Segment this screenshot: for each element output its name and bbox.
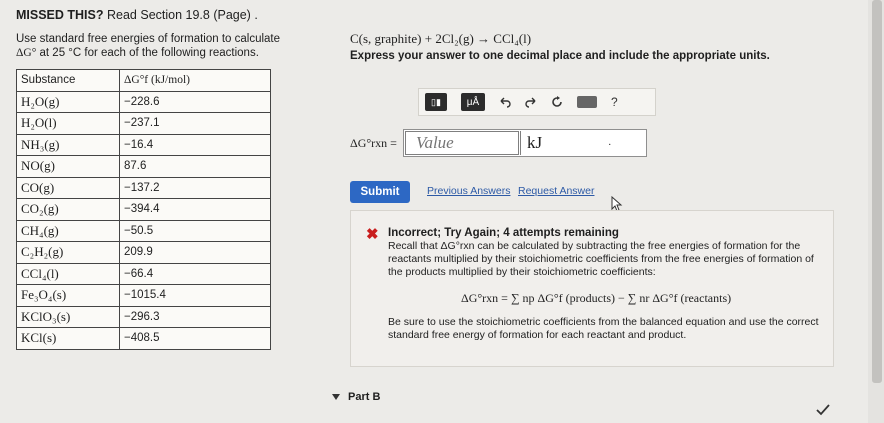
value-cell: −137.2 (120, 177, 271, 199)
feedback-formula: ΔG°rxn = ∑ np ΔG°f (products) − ∑ nr ΔG°f (reactants) (461, 291, 732, 305)
help-icon[interactable]: ? (611, 95, 618, 109)
value-cell: −50.5 (120, 220, 271, 242)
keyboard-icon[interactable] (577, 96, 597, 108)
answer-row (350, 128, 647, 158)
substance-cell: NO(g) (17, 156, 120, 178)
table-row (17, 220, 271, 242)
caret-down-icon (332, 391, 340, 403)
substance-cell: CO(g) (17, 177, 120, 199)
scrollbar-thumb[interactable] (872, 0, 882, 383)
substance-cell: Fe₃O₄(s) (17, 285, 120, 307)
check-icon (816, 403, 830, 421)
table-row (17, 328, 271, 350)
delta-g-symbol: ΔG° (16, 47, 37, 59)
substance-cell: CCl₄(l) (17, 263, 120, 285)
substance-cell: C₂H₂(g) (17, 242, 120, 264)
math-toolbar (418, 88, 656, 116)
table-row (17, 156, 271, 178)
table-row (17, 134, 271, 156)
value-cell: −66.4 (120, 263, 271, 285)
part-b-toggle[interactable] (332, 391, 380, 403)
value-cell: −1015.4 (120, 285, 271, 307)
header-substance: Substance (17, 70, 120, 92)
reaction-equation: C(s, graphite) + 2Cl₂(g) → CCl₄(l) (350, 31, 532, 46)
units-dot: . (608, 137, 611, 148)
feedback-note: Be sure to use the stoichiometric coefficients from the balanced equation and use the correct standard free energy of formation for each reactant and product. (388, 316, 819, 341)
units-value: kJ (526, 133, 543, 152)
value-cell: −296.3 (120, 306, 271, 328)
free-energy-table (16, 69, 271, 350)
value-cell: −16.4 (120, 134, 271, 156)
value-cell: −408.5 (120, 328, 271, 350)
undo-icon[interactable] (499, 96, 511, 108)
feedback-panel (350, 210, 834, 367)
banner (16, 8, 258, 22)
answer-label: ΔG°rxn = (350, 135, 397, 150)
table-row (17, 177, 271, 199)
table-row (17, 199, 271, 221)
units-input[interactable] (520, 131, 645, 155)
answer-box (403, 129, 647, 157)
substance-cell: CO₂(g) (17, 199, 120, 221)
instructions: Express your answer to one decimal place and include the appropriate units. (350, 50, 770, 62)
table-row (17, 306, 271, 328)
reset-icon[interactable] (551, 96, 563, 108)
value-input[interactable] (405, 131, 519, 155)
substance-cell: KCl(s) (17, 328, 120, 350)
substance-cell: CH₄(g) (17, 220, 120, 242)
submit-button[interactable]: Submit (350, 181, 410, 203)
part-b-label: Part B (348, 391, 381, 403)
header-value: ΔG°f (kJ/mol) (120, 70, 271, 92)
table-row (17, 113, 271, 135)
feedback-body: Recall that ΔG°rxn can be calculated by subtracting the free energies of formation for the reactants multiplied by their stoichiometric coefficients from the free energies of formation of the products multiplied by their stoichiometric coefficients: (388, 240, 814, 278)
table-row (17, 285, 271, 307)
substance-cell: KClO₃(s) (17, 306, 120, 328)
missed-label: MISSED THIS? (16, 8, 104, 22)
value-cell: 87.6 (120, 156, 271, 178)
feedback-title: Incorrect; Try Again; 4 attempts remaining (388, 227, 619, 239)
problem-intro (16, 32, 316, 60)
redo-icon[interactable] (525, 96, 537, 108)
substance-cell: H₂O(l) (17, 113, 120, 135)
substance-cell: H₂O(g) (17, 91, 120, 113)
substance-cell: NH₃(g) (17, 134, 120, 156)
value-cell: −228.6 (120, 91, 271, 113)
intro-line-2: at 25 °C for each of the following reactions. (39, 47, 259, 59)
templates-button[interactable]: ▯▮ (425, 93, 447, 111)
read-section-link[interactable]: Read Section 19.8 (Page) . (107, 8, 258, 22)
request-answer-link[interactable]: Request Answer (518, 185, 595, 197)
table-body (17, 91, 271, 349)
value-cell: −394.4 (120, 199, 271, 221)
table-row (17, 242, 271, 264)
intro-line-1: Use standard free energies of formation to calculate (16, 33, 281, 45)
table-row (17, 263, 271, 285)
incorrect-x-icon: ✖ (366, 226, 379, 243)
units-symbol-button[interactable]: μÅ (461, 93, 485, 111)
value-cell: 209.9 (120, 242, 271, 264)
table-row (17, 91, 271, 113)
previous-answers-link[interactable]: Previous Answers (427, 185, 511, 197)
value-cell: −237.1 (120, 113, 271, 135)
